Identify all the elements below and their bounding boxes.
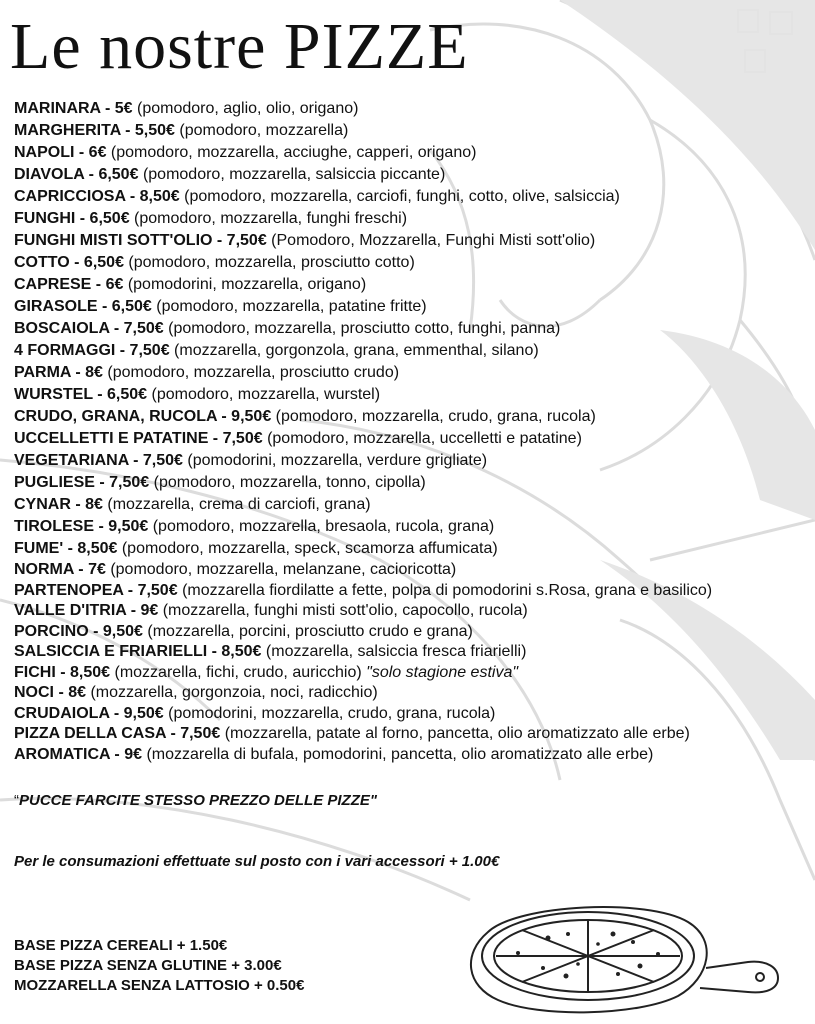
pizza-name-price: NOCI - 8€	[14, 684, 87, 701]
menu-item	[14, 560, 814, 581]
menu-item	[14, 186, 814, 208]
menu-item	[14, 384, 814, 406]
pizza-ingredients: (mozzarella, funghi misti sott'olio, capocollo, rucola)	[162, 602, 528, 619]
extra-item: MOZZARELLA SENZA LATTOSIO + 0.50€	[14, 977, 305, 994]
menu-item	[14, 683, 814, 704]
pizza-ingredients: (pomodorini, mozzarella, verdure grigliate)	[187, 452, 488, 469]
menu-item	[14, 745, 814, 766]
menu-item	[14, 252, 814, 274]
menu-item	[14, 642, 814, 663]
pucce-note-text: PUCCE FARCITE STESSO PREZZO DELLE PIZZE"	[19, 792, 377, 809]
extra-item: BASE PIZZA CEREALI + 1.50€	[14, 937, 228, 954]
pizza-name-price: FICHI - 8,50€	[14, 663, 111, 681]
pizza-name-price: CAPRESE - 6€	[14, 276, 124, 293]
pizza-name-price: MARINARA - 5€	[14, 100, 133, 117]
pizza-ingredients: (mozzarella, porcini, prosciutto crudo e grana)	[147, 622, 473, 640]
pizza-name-price: PARTENOPEA - 7,50€	[14, 581, 178, 599]
pizza-name-price: PORCINO - 9,50€	[14, 622, 143, 640]
pizza-ingredients: (pomodoro, aglio, olio, origano)	[136, 100, 359, 117]
pizza-name-price: FUME' - 8,50€	[14, 540, 118, 557]
pizza-ingredients: (pomodoro, mozzarella)	[179, 122, 349, 139]
menu-item	[14, 472, 814, 494]
pizza-ingredients: (mozzarella, gorgonzola, grana, emmenthal, silano)	[174, 342, 539, 359]
pizza-name-price: VALLE D'ITRIA - 9€	[14, 602, 159, 619]
pucce-note-open-quote: “	[14, 792, 19, 809]
pizza-ingredients: (mozzarella, fichi, crudo, auricchio)	[114, 663, 362, 681]
menu-item	[14, 581, 814, 602]
pizza-ingredients: (mozzarella, crema di carciofi, grana)	[107, 496, 371, 513]
pizza-board-handle	[700, 962, 778, 993]
menu-item	[14, 538, 814, 560]
menu-item	[14, 142, 814, 164]
pizza-name-price: CAPRICCIOSA - 8,50€	[14, 188, 180, 205]
pizza-name-price: MARGHERITA - 5,50€	[14, 122, 175, 139]
consumption-note: Per le consumazioni effettuate sul posto con i vari accessori + 1.00€	[14, 853, 500, 870]
pizza-ingredients: (pomodoro, mozzarella, salsiccia piccante)	[142, 166, 446, 183]
pizza-name-price: COTTO - 6,50€	[14, 254, 124, 271]
pizza-name-price: TIROLESE - 9,50€	[14, 518, 149, 535]
pizza-ingredients: (mozzarella di bufala, pomodorini, pancetta, olio aromatizzato alle erbe)	[146, 745, 654, 763]
page-title: Le nostre PIZZE	[10, 10, 469, 83]
menu-item	[14, 98, 814, 120]
pucce-note	[14, 792, 377, 809]
pizza-ingredients: (pomodoro, mozzarella, melanzane, cacioricotta)	[110, 561, 457, 578]
menu-item	[14, 164, 814, 186]
pizza-ingredients: (pomodoro, mozzarella, speck, scamorza affumicata)	[121, 540, 498, 557]
pizza-menu-list	[14, 98, 814, 765]
pizza-name-price: WURSTEL - 6,50€	[14, 386, 148, 403]
pizza-ingredients: (pomodorini, mozzarella, origano)	[127, 276, 367, 293]
pizza-name-price: VEGETARIANA - 7,50€	[14, 452, 183, 469]
menu-item	[14, 362, 814, 384]
menu-item	[14, 274, 814, 296]
pizza-name-price: FUNGHI MISTI SOTT'OLIO - 7,50€	[14, 232, 267, 249]
pizza-ingredients: (mozzarella, gorgonzoia, noci, radicchio)	[90, 684, 378, 701]
menu-item	[14, 663, 814, 684]
pizza-ingredients: (pomodoro, mozzarella, carciofi, funghi, cotto, olive, salsiccia)	[184, 188, 620, 205]
pizza-name-price: 4 FORMAGGI - 7,50€	[14, 342, 170, 359]
extras-list	[14, 936, 304, 996]
menu-item	[14, 724, 814, 745]
pizza-ingredients: (pomodoro, mozzarella, acciughe, capperi, origano)	[110, 144, 477, 161]
pizza-name-price: UCCELLETTI E PATATINE - 7,50€	[14, 430, 263, 447]
pizza-ingredients: (pomodorini, mozzarella, crudo, grana, rucola)	[168, 704, 496, 722]
pizza-name-price: BOSCAIOLA - 7,50€	[14, 320, 164, 337]
menu-item	[14, 450, 814, 472]
pizza-name-price: PIZZA DELLA CASA - 7,50€	[14, 725, 221, 742]
menu-item	[14, 428, 814, 450]
pizza-name-price: CYNAR - 8€	[14, 496, 103, 513]
pizza-name-price: NAPOLI - 6€	[14, 144, 107, 161]
pizza-name-price: CRUDO, GRANA, RUCOLA - 9,50€	[14, 408, 272, 425]
pizza-name-price: SALSICCIA E FRIARIELLI - 8,50€	[14, 643, 262, 660]
pizza-ingredients: (pomodoro, mozzarella, crudo, grana, rucola)	[275, 408, 596, 425]
menu-item	[14, 601, 814, 622]
pizza-ingredients: (pomodoro, mozzarella, funghi freschi)	[134, 210, 408, 227]
pizza-name-price: DIAVOLA - 6,50€	[14, 166, 139, 183]
pizza-ingredients: (pomodoro, mozzarella, wurstel)	[151, 386, 381, 403]
pizza-name-price: AROMATICA - 9€	[14, 745, 142, 763]
pizza-ingredients: (mozzarella, salsiccia fresca friarielli)	[265, 643, 527, 660]
pizza-ingredients: (pomodoro, mozzarella, patatine fritte)	[156, 298, 427, 315]
pizza-name-price: PUGLIESE - 7,50€	[14, 474, 150, 491]
pizza-ingredients: (pomodoro, mozzarella, uccelletti e patatine)	[267, 430, 582, 447]
pizza-ingredients: (pomodoro, mozzarella, prosciutto cotto)	[128, 254, 415, 271]
pizza-ingredients: (pomodoro, mozzarella, bresaola, rucola, grana)	[152, 518, 495, 535]
menu-item	[14, 516, 814, 538]
pizza-ingredients: (Pomodoro, Mozzarella, Funghi Misti sott'olio)	[271, 232, 596, 249]
menu-item	[14, 296, 814, 318]
menu-item	[14, 704, 814, 725]
extra-item: BASE PIZZA SENZA GLUTINE + 3.00€	[14, 957, 282, 974]
pizza-name-price: PARMA - 8€	[14, 364, 103, 381]
pizza-board-illustration	[448, 898, 788, 1024]
menu-item	[14, 406, 814, 428]
pizza-ingredients: (pomodoro, mozzarella, tonno, cipolla)	[153, 474, 426, 491]
pizza-ingredients: (mozzarella fiordilatte a fette, polpa di pomodorini s.Rosa, grana e basilico)	[182, 581, 713, 599]
pizza-name-price: NORMA - 7€	[14, 561, 106, 578]
pizza-name-price: CRUDAIOLA - 9,50€	[14, 704, 164, 722]
menu-item	[14, 318, 814, 340]
pizza-name-price: FUNGHI - 6,50€	[14, 210, 130, 227]
pizza-ingredients: (mozzarella, patate al forno, pancetta, olio aromatizzato alle erbe)	[224, 725, 690, 742]
menu-item	[14, 622, 814, 643]
menu-item	[14, 230, 814, 252]
pizza-ingredients: (pomodoro, mozzarella, prosciutto crudo)	[107, 364, 400, 381]
menu-item	[14, 120, 814, 142]
pizza-ingredients: (pomodoro, mozzarella, prosciutto cotto, funghi, panna)	[168, 320, 561, 337]
menu-item	[14, 208, 814, 230]
menu-item	[14, 494, 814, 516]
pizza-season-note: "solo stagione estiva"	[366, 663, 519, 681]
pizza-name-price: GIRASOLE - 6,50€	[14, 298, 152, 315]
menu-item	[14, 340, 814, 362]
